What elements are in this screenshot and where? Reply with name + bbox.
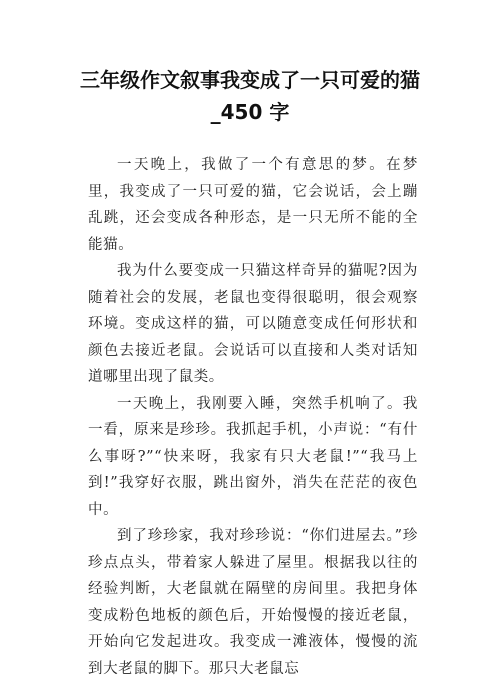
paragraph-1: 一天晚上，我做了一个有意思的梦。在梦里，我变成了一只可爱的猫，它会说话，会上蹦乱跳，还会变成各种形态，是一只无所不能的全能猫。 bbox=[88, 157, 418, 253]
document-title bbox=[60, 64, 440, 128]
paragraph-3: 一天晚上，我刚要入睡，突然手机响了。我一看，原来是珍珍。我抓起手机，小声说：“有什么事呀?”“快来呀，我家有只大老鼠!”“我马上到!”我穿好衣服，跳出窗外，消失在茫茫的夜色中。 bbox=[88, 395, 418, 518]
paragraph-2: 我为什么要变成一只猫这样奇异的猫呢?因为随着社会的发展，老鼠也变得很聪明，很会观察环境。变成这样的猫，可以随意变成任何形状和颜色去接近老鼠。会说话可以直接和人类对话知道哪里出现了鼠类。 bbox=[88, 263, 418, 385]
essay-body bbox=[88, 152, 418, 682]
title-line-2: _450 字 bbox=[210, 100, 290, 124]
title-line-1: 三年级作文叙事我变成了一只可爱的猫 bbox=[80, 68, 420, 92]
paragraph-4: 到了珍珍家，我对珍珍说：“你们进屋去。”珍珍点点头，带着家人躲进了屋里。根据我以往的经验判断，大老鼠就在隔壁的房间里。我把身体变成粉色地板的颜色后，开始慢慢的接近老鼠，开始向它发起进攻。我变成一滩液体，慢慢的流到大老鼠的脚下。那只大老鼠忘 bbox=[88, 528, 418, 677]
